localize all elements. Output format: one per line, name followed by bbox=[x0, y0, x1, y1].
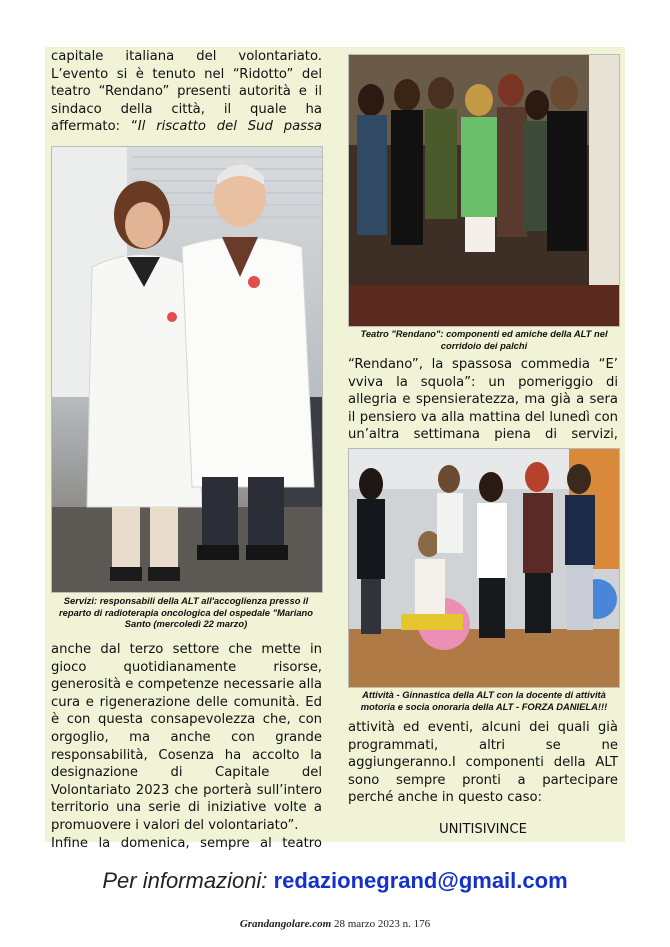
left-photo-caption: Servizi: responsabili della ALT all'accoglienza presso il reparto di radioterapia oncologica del ospedale "Mariano Santo (mercoledì 22 marzo) bbox=[59, 595, 313, 629]
text-line: perché anche in questo caso: bbox=[348, 790, 542, 806]
right-bottom-paragraph bbox=[348, 719, 618, 839]
text-line: designazione di Capitale del bbox=[51, 765, 322, 781]
text-line: cura e rigenerazione delle comunità. Ed bbox=[51, 694, 322, 710]
right-photo2-caption: Attività - Ginnastica della ALT con la docente di attività motoria e socia onoraria della ALT - FORZA DANIELA!!! bbox=[360, 689, 608, 712]
text-line: orgoglio, ma anche con grande bbox=[51, 729, 322, 745]
publication-issue: 28 marzo 2023 n. 176 bbox=[333, 918, 431, 930]
text-line: generosità e competenze necessarie alla bbox=[51, 677, 322, 693]
text-line: è con questa consapevolezza che, con bbox=[51, 712, 322, 728]
left-top-paragraph bbox=[51, 48, 322, 136]
text-line: il pensiero va alla mattina del lunedì con bbox=[348, 409, 618, 425]
text-line: responsabilità, Cosenza ha accolto la bbox=[51, 747, 322, 763]
contact-label: Per informazioni: bbox=[102, 868, 268, 893]
text-line: allegria e spensieratezza, ma già a sera bbox=[348, 392, 618, 408]
text-line: gioco quotidianamente risorse, bbox=[51, 659, 322, 675]
text-line: capitale italiana del volontariato. bbox=[51, 49, 322, 64]
text-line: anche dal terzo settore che mette in bbox=[51, 642, 322, 657]
left-bottom-paragraph bbox=[51, 641, 322, 852]
photo-theatre-group bbox=[348, 54, 620, 327]
text-line: aggiungeranno.I componenti della ALT bbox=[348, 755, 618, 771]
text-line bbox=[51, 118, 322, 136]
photo-hospital-volunteers bbox=[51, 146, 323, 593]
text-line: territorio una serie di iniziative volte a bbox=[51, 800, 322, 816]
text-line: Volontariato 2023 che porterà sull’intero bbox=[51, 782, 322, 798]
right-photo1-caption: Teatro "Rendano": componenti ed amiche della ALT nel corridoio dei palchi bbox=[360, 328, 608, 351]
publication-site: Grandangolare.com bbox=[239, 918, 332, 930]
text-line: un’altra settimana piena di servizi, bbox=[348, 427, 618, 443]
contact-line bbox=[0, 868, 670, 894]
right-middle-paragraph bbox=[348, 356, 618, 444]
text-line: vviva la squola”: un pomeriggio di bbox=[348, 374, 618, 390]
photo-gymnastics-group bbox=[348, 448, 620, 688]
text-line: L’evento si è tenuto nel “Ridotto” del bbox=[51, 66, 322, 82]
contact-email-link[interactable]: redazionegrand@gmail.com bbox=[273, 868, 568, 893]
text-line: “Rendano”, la spassosa commedia “E’ bbox=[348, 357, 618, 372]
text-line: promuovere i valori del volontariato”. bbox=[51, 817, 299, 833]
text-line: sono sempre pronti a partecipare bbox=[348, 772, 618, 788]
publication-footer bbox=[0, 918, 670, 930]
photo-theatre-group-image bbox=[349, 55, 619, 326]
quote-text: Il riscatto del Sud passa bbox=[137, 119, 322, 135]
signoff: UNITISIVINCE bbox=[439, 821, 527, 837]
photo-gymnastics-group-image bbox=[349, 449, 619, 687]
text-line: teatro “Rendano” presenti autorità e il bbox=[51, 84, 322, 100]
text-line: Infine la domenica, sempre al teatro bbox=[51, 835, 322, 851]
text-line: sindaco della città, il quale ha bbox=[51, 101, 322, 117]
text-line: programmati, altri se ne bbox=[348, 737, 618, 753]
text-lead: affermato: “ bbox=[51, 119, 138, 135]
text-line: attività ed eventi, alcuni dei quali già bbox=[348, 720, 618, 735]
photo-hospital-volunteers-image bbox=[52, 147, 322, 592]
